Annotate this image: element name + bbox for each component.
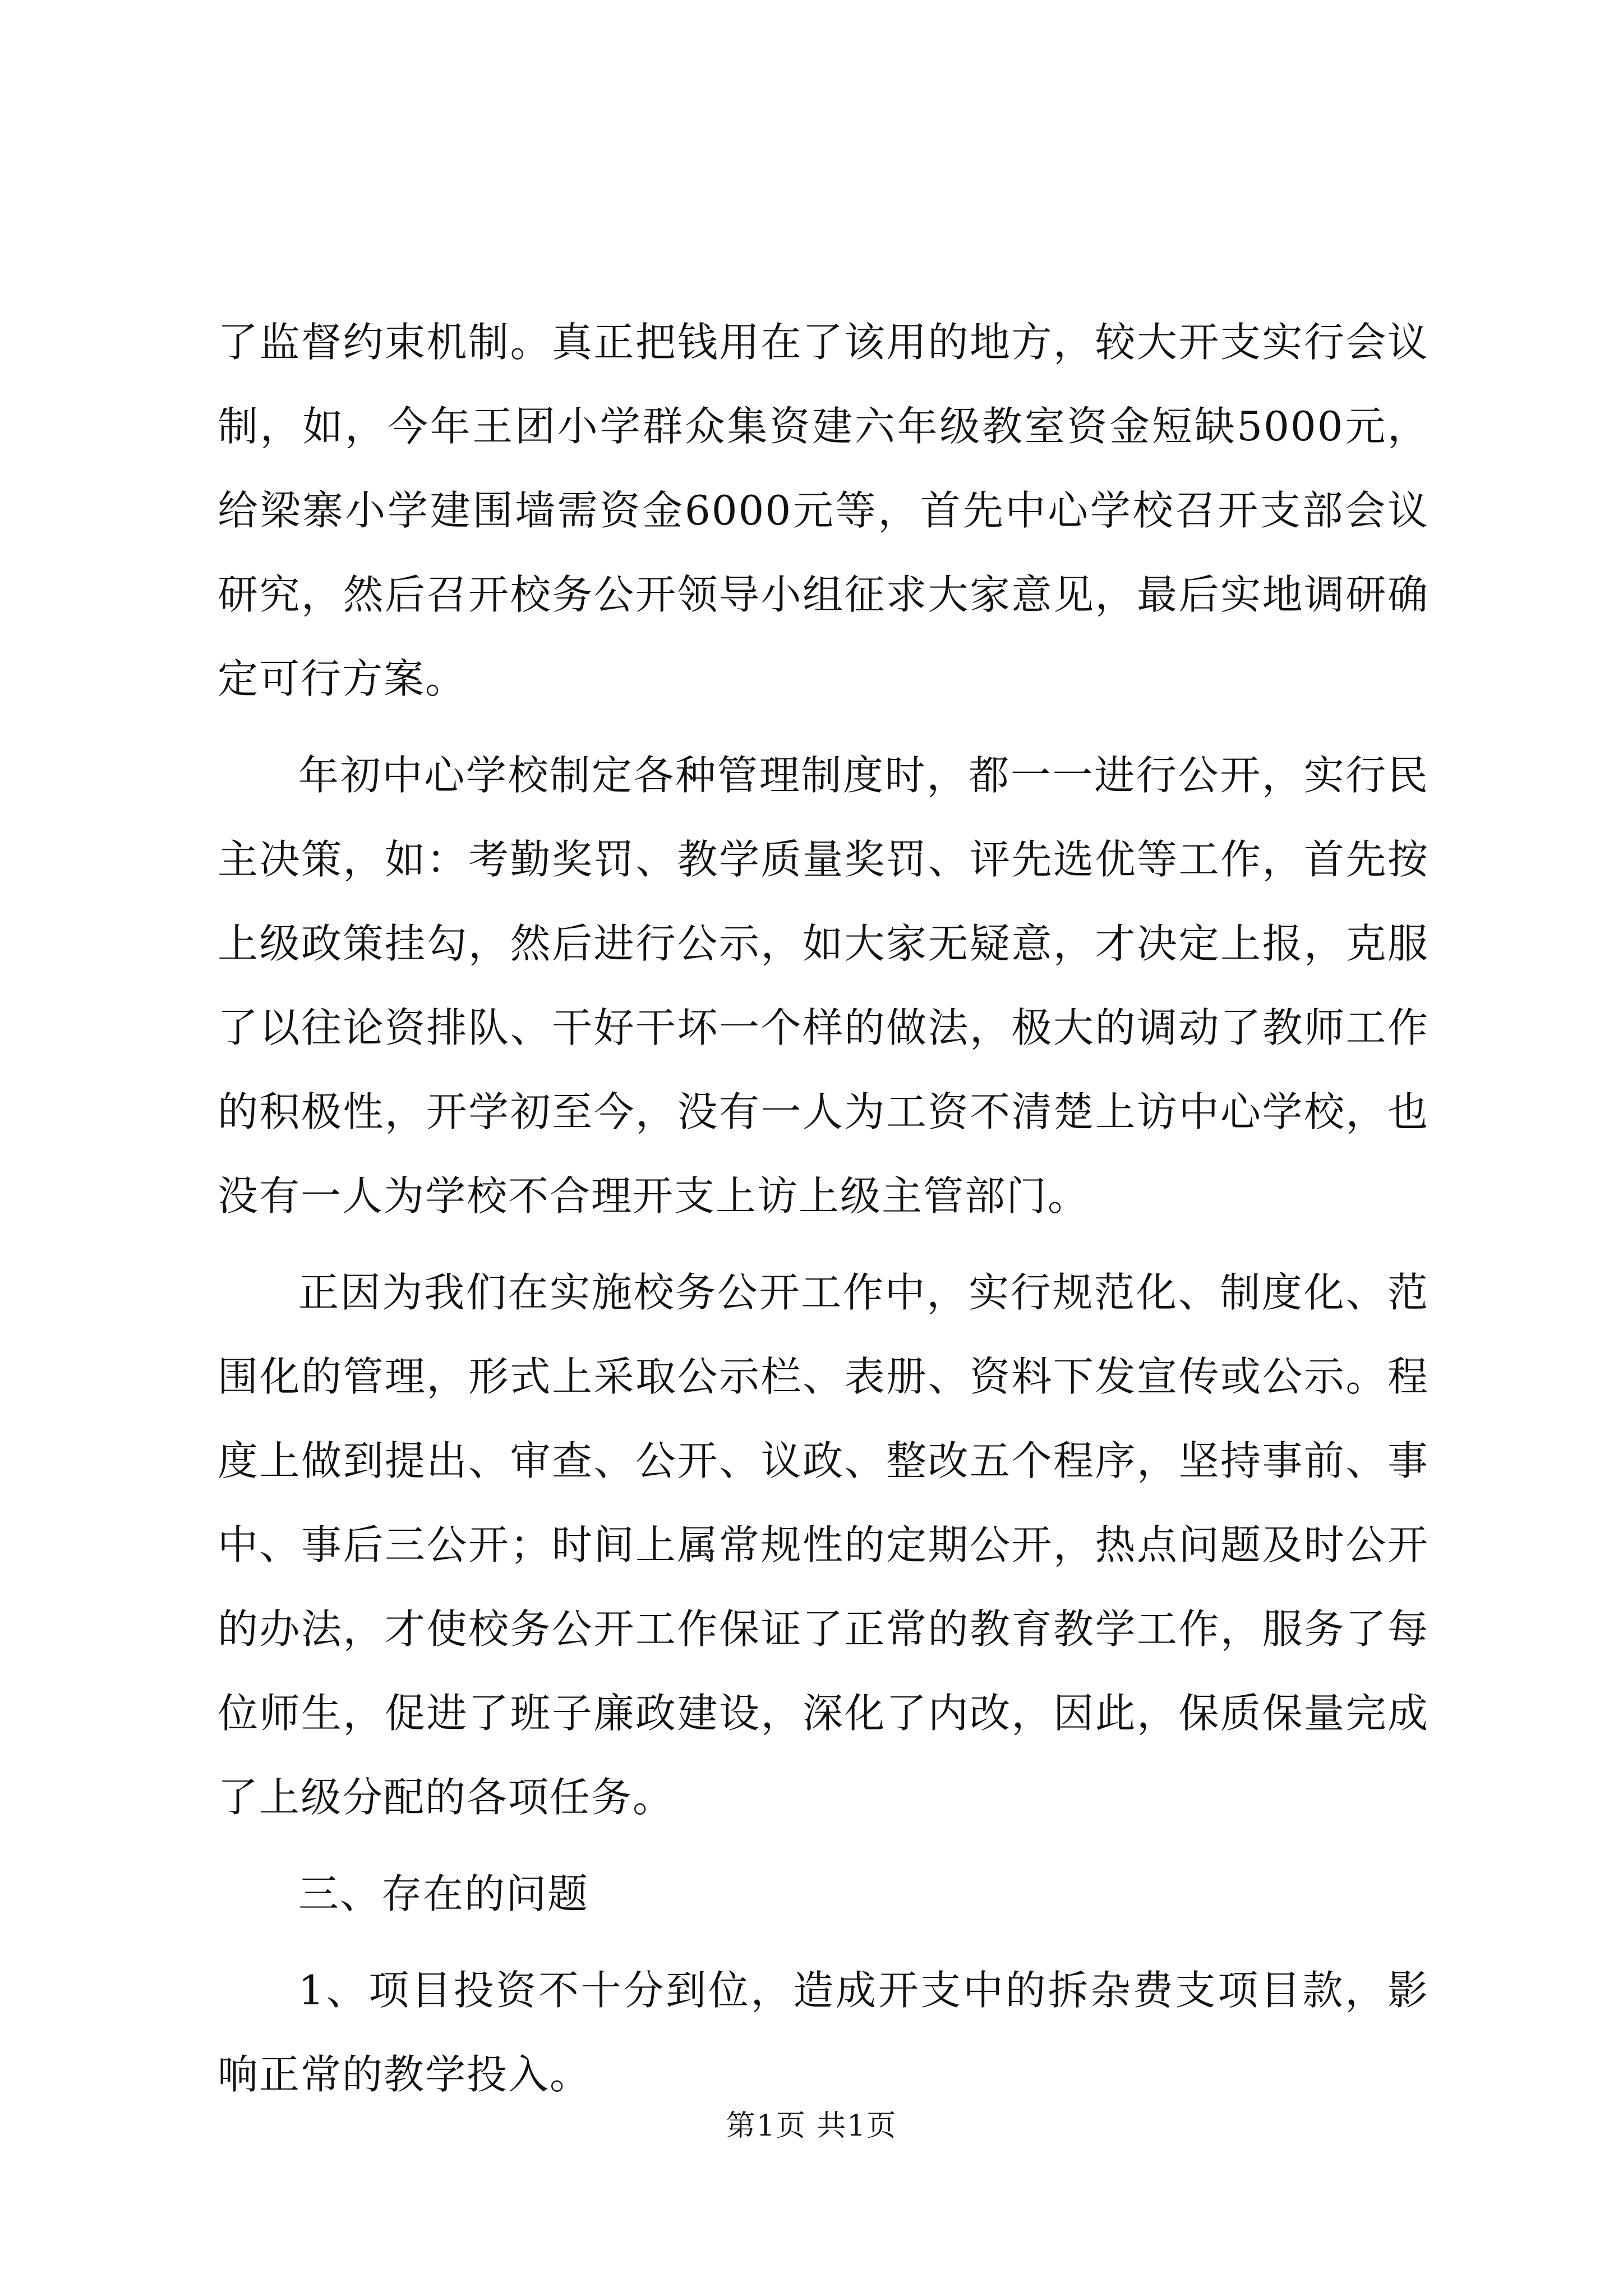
document-body (218, 300, 1429, 2116)
paragraph-fund-supervision: 了监督约束机制。真正把钱用在了该用的地方，较大开支实行会议制，如，今年王团小学群众集资建六年级教室资金短缺5000元，给梁寨小学建围墙需资金6000元等，首先中心学校召开支部会议研究，然后召开校务公开领导小组征求大家意见，最后实地调研确定可行方案。 (218, 319, 1429, 702)
paragraph-management-rules: 年初中心学校制定各种管理制度时，都一一进行公开，实行民主决策，如：考勤奖罚、教学质量奖罚、评先选优等工作，首先按上级政策挂勾，然后进行公示，如大家无疑意，才决定上报，克服了以往论资排队、干好干坏一个样的做法，极大的调动了教师工作的积极性，开学初至今，没有一人为工资不清楚上访中心学校，也没有一人为学校不合理开支上访上级主管部门。 (218, 752, 1429, 1220)
page-footer: 第1页 共1页 (726, 2109, 897, 2143)
problem-item-1: 1、项目投资不十分到位，造成开支中的拆杂费支项目款，影响正常的教学投入。 (218, 1967, 1429, 2098)
paragraph-open-affairs-summary: 正因为我们在实施校务公开工作中，实行规范化、制度化、范围化的管理，形式上采取公示栏、表册、资料下发宣传或公示。程度上做到提出、审查、公开、议政、整改五个程序，坚持事前、事中、事后三公开；时间上属常规性的定期公开，热点问题及时公开的办法，才使校务公开工作保证了正常的教育教学工作，服务了每位师生，促进了班子廉政建设，深化了内改，因此，保质保量完成了上级分配的各项任务。 (218, 1269, 1429, 1821)
section-heading-problems: 三、存在的问题 (298, 1870, 589, 1917)
